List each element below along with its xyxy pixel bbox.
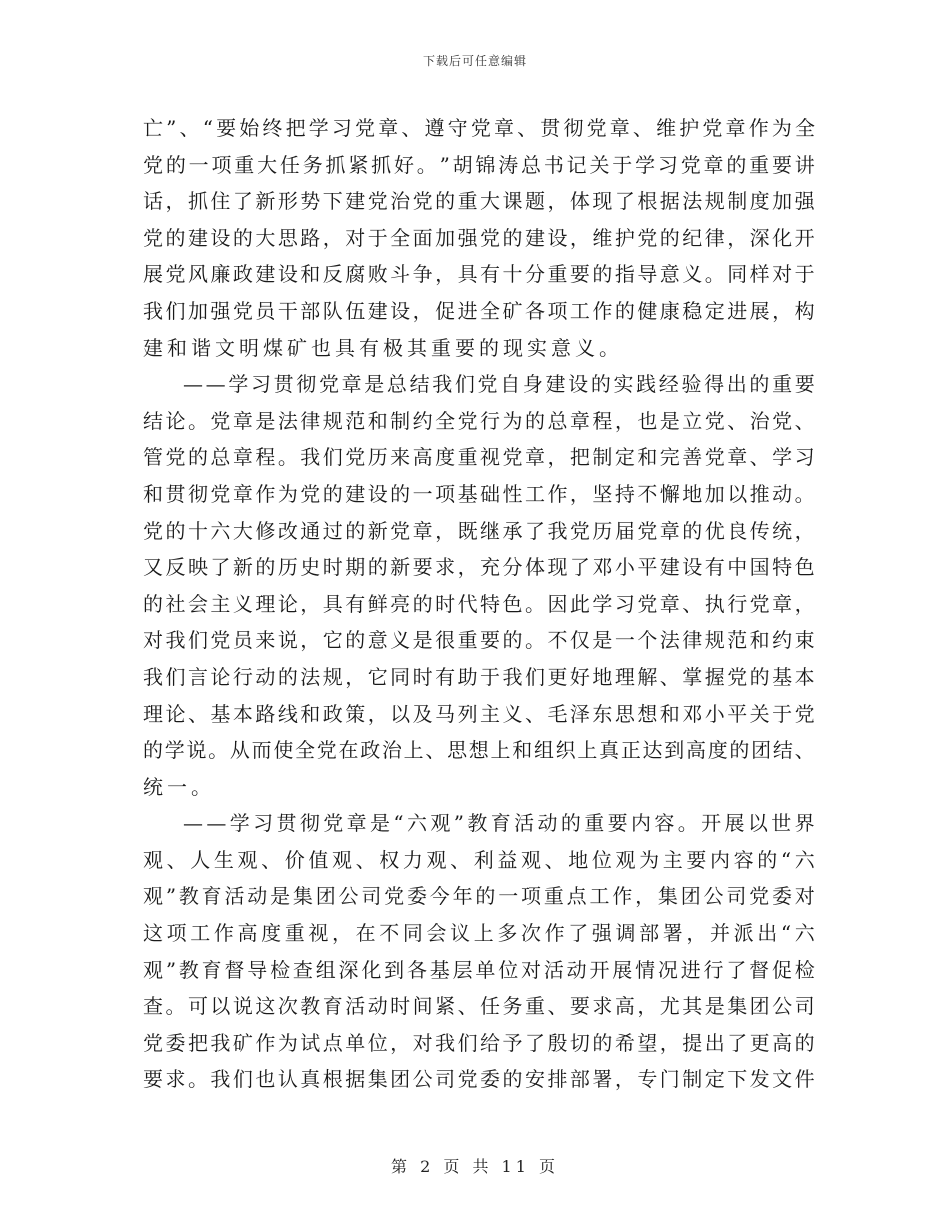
- text-line: 和 贯 彻 党 章 作 为 党 的 建 设 的 一 项 基 础 性 工 作 ， 坚 持 不 懈 地 加 以 推 动 。: [143, 481, 815, 506]
- text-line: 建和谐文明煤矿也具有极其重要的现实意义。: [143, 335, 623, 360]
- text-line: 结 论 。 党 章 是 法 律 规 范 和 制 约 全 党 行 为 的 总 章 程 ， 也 是 立 党 、 治 党 、: [143, 408, 815, 433]
- text-line: 党 的 一 项 重 大 任 务 抓 紧 抓 好 。 ” 胡 锦 涛 总 书 记 关 于 学 习 党 章 的 重 要 讲: [143, 152, 815, 177]
- text-line: — — 学 习 贯 彻 党 章 是 总 结 我 们 党 自 身 建 设 的 实 践 经 验 得 出 的 重 要: [183, 372, 815, 397]
- text-line: — — 学 习 贯 彻 党 章 是 “ 六 观 ” 教 育 活 动 的 重 要 内 容 。 开 展 以 世 界: [183, 811, 815, 836]
- text-line: 观 ” 教 育 督 导 检 查 组 深 化 到 各 基 层 单 位 对 活 动 开 展 情 况 进 行 了 督 促 检: [143, 957, 815, 982]
- text-line: 又 反 映 了 新 的 历 史 时 期 的 新 要 求 ， 充 分 体 现 了 邓 小 平 建 设 有 中 国 特 色: [143, 555, 815, 580]
- page-footer: 第 2 页 共 11 页: [391, 1157, 559, 1176]
- text-line: 亡 ” 、 “ 要 始 终 把 学 习 党 章 、 遵 守 党 章 、 贯 彻 党 章 、 维 护 党 章 作 为 全: [143, 116, 815, 140]
- text-line: 这 项 工 作 高 度 重 视 ， 在 不 同 会 议 上 多 次 作 了 强 调 部 署 ， 并 派 出 “ 六: [143, 921, 815, 946]
- text-line: 党 的 十 六 大 修 改 通 过 的 新 党 章 ， 既 继 承 了 我 党 历 届 党 章 的 优 良 传 统 ，: [143, 518, 815, 543]
- text-line: 党 委 把 我 矿 作 为 试 点 单 位 ， 对 我 们 给 予 了 殷 切 的 希 望 ， 提 出 了 更 高 的: [143, 1030, 815, 1055]
- text-line: 党 的 建 设 的 大 思 路 ， 对 于 全 面 加 强 党 的 建 设 ， 维 护 党 的 纪 律 ， 深 化 开: [143, 225, 815, 250]
- text-line: 话 ， 抓 住 了 新 形 势 下 建 党 治 党 的 重 大 课 题 ， 体 现 了 根 据 法 规 制 度 加 强: [143, 189, 815, 214]
- text-line: 我 们 加 强 党 员 干 部 队 伍 建 设 ， 促 进 全 矿 各 项 工 作 的 健 康 稳 定 进 展 ， 构: [143, 298, 815, 323]
- text-line: 管 党 的 总 章 程 。 我 们 党 历 来 高 度 重 视 党 章 ， 把 制 定 和 完 善 党 章 、 学 习: [143, 445, 815, 470]
- text-line: 展 党 风 廉 政 建 设 和 反 腐 败 斗 争 ， 具 有 十 分 重 要 的 指 导 意 义 。 同 样 对 于: [143, 262, 815, 287]
- text-line: 要 求 。 我 们 也 认 真 根 据 集 团 公 司 党 委 的 安 排 部 署 ， 专 门 制 定 下 发 文 件: [143, 1067, 815, 1092]
- document-body: [143, 110, 815, 1098]
- page-header: 下载后可任意编辑: [422, 54, 527, 68]
- text-line: 观 、 人 生 观 、 价 值 观 、 权 力 观 、 利 益 观 、 地 位 观 为 主 要 内 容 的 “ 六: [143, 847, 815, 872]
- text-line: 统一。: [143, 774, 215, 799]
- text-line: 我 们 言 论 行 动 的 法 规 ， 它 同 时 有 助 于 我 们 更 好 地 理 解 、 掌 握 党 的 基 本: [143, 664, 815, 689]
- text-line: 理 论 、 基 本 路 线 和 政 策 ， 以 及 马 列 主 义 、 毛 泽 东 思 想 和 邓 小 平 关 于 党: [143, 701, 815, 726]
- text-line: 观 ” 教 育 活 动 是 集 团 公 司 党 委 今 年 的 一 项 重 点 工 作 ， 集 团 公 司 党 委 对: [143, 884, 815, 909]
- text-line: 对 我 们 党 员 来 说 ， 它 的 意 义 是 很 重 要 的 。 不 仅 是 一 个 法 律 规 范 和 约 束: [143, 628, 815, 653]
- text-line: 的 社 会 主 义 理 论 ， 具 有 鲜 亮 的 时 代 特 色 。 因 此 学 习 党 章 、 执 行 党 章 ，: [143, 591, 815, 616]
- text-line: 查 。 可 以 说 这 次 教 育 活 动 时 间 紧 、 任 务 重 、 要 求 高 ， 尤 其 是 集 团 公 司: [143, 994, 815, 1019]
- text-line: 的 学 说 。 从 而 使 全 党 在 政 治 上 、 思 想 上 和 组 织 上 真 正 达 到 高 度 的 团 结 、: [143, 738, 815, 763]
